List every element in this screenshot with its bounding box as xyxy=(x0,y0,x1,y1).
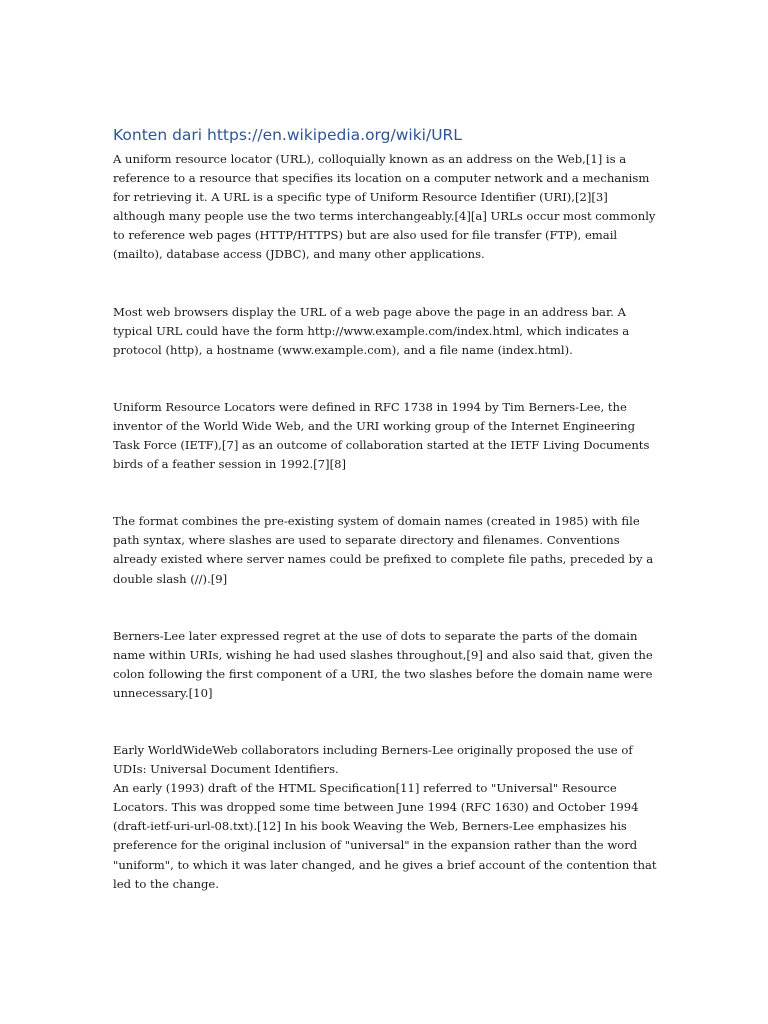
paragraph-4 xyxy=(113,512,658,588)
paragraph-3 xyxy=(113,398,658,474)
text-line: reference to a resource that specifies its location on a computer network and a mechanism xyxy=(113,171,650,186)
text-line: path syntax, where slashes are used to separate directory and filenames. Conventions xyxy=(113,533,620,548)
source-heading: Konten dari https://en.wikipedia.org/wiki/URL xyxy=(113,126,462,144)
paragraph-gap xyxy=(113,703,658,741)
text-line: A uniform resource locator (URL), colloquially known as an address on the Web,[1] is a xyxy=(113,152,627,166)
text-line: (mailto), database access (JDBC), and many other applications. xyxy=(113,247,485,262)
text-line: (draft-ietf-uri-url-08.txt).[12] In his book Weaving the Web, Berners-Lee emphasizes his xyxy=(113,819,627,834)
text-line: "uniform", to which it was later changed, and he gives a brief account of the contention that xyxy=(113,857,657,872)
paragraph-gap xyxy=(113,265,658,303)
text-line: An early (1993) draft of the HTML Specification[11] referred to "Universal" Resource xyxy=(113,781,617,796)
text-line: UDIs: Universal Document Identifiers. xyxy=(113,762,339,777)
text-line: The format combines the pre-existing system of domain names (created in 1985) with file xyxy=(113,514,640,529)
text-line: name within URIs, wishing he had used slashes throughout,[9] and also said that, given the xyxy=(113,647,653,662)
text-line: already existed where server names could be prefixed to complete file paths, preceded by a xyxy=(113,552,654,567)
text-line: for retrieving it. A URL is a specific type of Uniform Resource Identifier (URI),[2][3] xyxy=(113,190,608,205)
text-line: to reference web pages (HTTP/HTTPS) but are also used for file transfer (FTP), email xyxy=(113,228,618,243)
paragraph-2 xyxy=(113,303,658,360)
text-line: Most web browsers display the URL of a web page above the page in an address bar. A xyxy=(113,304,626,319)
paragraph-5 xyxy=(113,627,658,703)
text-line: inventor of the World Wide Web, and the URI working group of the Internet Engineering xyxy=(113,418,636,433)
text-line: unnecessary.[10] xyxy=(113,685,213,700)
text-line: Task Force (IETF),[7] as an outcome of collaboration started at the IETF Living Documents xyxy=(113,438,650,453)
text-line: Berners-Lee later expressed regret at the use of dots to separate the parts of the domain xyxy=(113,628,638,643)
text-line: Locators. This was dropped some time between June 1994 (RFC 1630) and October 1994 xyxy=(113,800,639,815)
paragraph-gap xyxy=(113,474,658,512)
paragraph-6 xyxy=(113,741,658,894)
text-line: double slash (//).[9] xyxy=(113,571,228,586)
text-line: colon following the first component of a URI, the two slashes before the domain name were xyxy=(113,666,653,681)
text-line: Uniform Resource Locators were defined in RFC 1738 in 1994 by Tim Berners-Lee, the xyxy=(113,399,627,414)
text-line: preference for the original inclusion of "universal" in the expansion rather than the word xyxy=(113,838,638,853)
paragraph-gap xyxy=(113,589,658,627)
paragraph-1 xyxy=(113,150,658,265)
text-line: birds of a feather session in 1992.[7][8] xyxy=(113,457,347,472)
text-line: protocol (http), a hostname (www.example.com), and a file name (index.html). xyxy=(113,342,573,357)
text-line: typical URL could have the form http://www.example.com/index.html, which indicates a xyxy=(113,323,630,338)
paragraph-container xyxy=(113,150,658,894)
text-line: led to the change. xyxy=(113,876,219,891)
text-line: Early WorldWideWeb collaborators including Berners-Lee originally proposed the use of xyxy=(113,742,633,757)
paragraph-gap xyxy=(113,360,658,398)
text-line: although many people use the two terms interchangeably.[4][a] URLs occur most commonly xyxy=(113,209,656,224)
document-content xyxy=(113,124,658,894)
